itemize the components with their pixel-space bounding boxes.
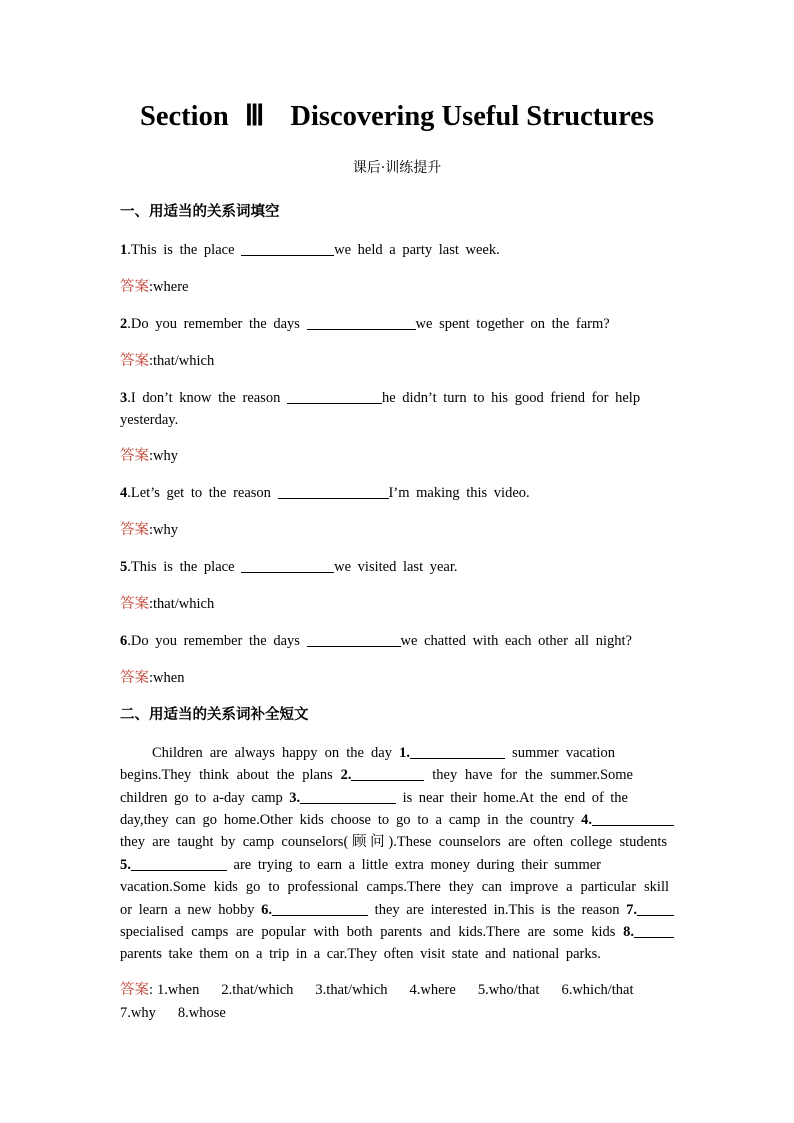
passage-answer-item: 7.why <box>120 1005 156 1022</box>
passage-text: summer vacation <box>504 744 615 761</box>
blank-number: 1. <box>399 744 410 761</box>
passage-text: day,they can go home.Other kids choose to go to a camp in the country <box>120 811 582 828</box>
answer-blank <box>637 903 674 916</box>
answer-blank <box>278 486 389 499</box>
answer-separator: : <box>149 982 154 999</box>
answer-separator: : <box>149 669 154 686</box>
blank-number: 7. <box>626 901 637 918</box>
passage-answer-item: 2.that/which <box>221 982 294 999</box>
passage-text: are trying to earn a little extra money during their summer <box>226 856 601 873</box>
passage <box>120 742 680 966</box>
question-number: 5 <box>120 559 128 576</box>
title-section-numeral: Ⅲ <box>244 101 265 132</box>
answer-blank <box>287 391 382 404</box>
passage-text: they are taught by camp counselors(顾问).These counselors are often college students <box>120 834 667 851</box>
answer-value: when <box>153 669 185 686</box>
passage-answer-line <box>120 1002 680 1025</box>
question-item <box>120 630 680 652</box>
page-title <box>0 100 794 134</box>
passage-line <box>120 854 601 876</box>
answer-value: why <box>153 448 179 465</box>
passage-line <box>120 831 667 853</box>
passage-text: is near their home.At the end of the <box>396 789 628 806</box>
question-text-after: I’m making this video. <box>388 485 530 502</box>
answer-value: why <box>153 522 179 539</box>
question-text-before: .Do you remember the days <box>127 632 307 649</box>
question-text-after: we spent together on the farm? <box>415 315 610 332</box>
exercise-content <box>120 201 680 1025</box>
passage-line <box>152 742 615 764</box>
answer-separator: : <box>149 448 154 465</box>
answer-label: 答案 <box>120 669 149 686</box>
passage-answer-item: 8.whose <box>177 1005 226 1022</box>
passage-text: vacation.Some kids go to professional camps.There they can improve a particular skill <box>120 879 669 896</box>
question-number: 3 <box>120 389 128 406</box>
question-item <box>120 239 680 261</box>
answer-label: 答案 <box>120 352 149 369</box>
answer-row <box>120 667 680 689</box>
answer-separator: : <box>149 278 154 295</box>
answer-row <box>120 593 680 615</box>
answer-row <box>120 445 680 467</box>
passage-answer-item: 3.that/which <box>315 982 388 999</box>
passage-line <box>120 943 680 965</box>
passage-answer-item: 4.where <box>409 982 456 999</box>
passage-answer-item: 1.when <box>157 982 200 999</box>
passage-text: begins.They think about the plans <box>120 767 341 784</box>
passage-answer-line <box>120 979 680 1002</box>
question-line <box>120 387 680 409</box>
passage-text: specialised camps are popular with both parents and kids.There are some kids <box>120 923 624 940</box>
question-text-after: we visited last year. <box>334 559 458 576</box>
answer-separator: : <box>149 596 154 613</box>
blank-number: 6. <box>261 901 273 918</box>
question-text-continuation: yesterday. <box>120 411 179 428</box>
answer-row <box>120 350 680 372</box>
passage-text: parents take them on a trip in a car.They often visit state and national parks. <box>120 946 601 963</box>
blank-number: 8. <box>623 923 634 940</box>
question-text-before: .This is the place <box>127 242 242 258</box>
question-text-after: we chatted with each other all night? <box>400 632 632 649</box>
answer-blank <box>307 634 401 647</box>
question-item <box>120 313 680 335</box>
answer-blank <box>307 317 416 330</box>
answer-value: that/which <box>153 352 215 369</box>
passage-line <box>120 899 674 921</box>
passage-line <box>120 921 674 943</box>
passage-text: they have for the summer.Some <box>424 767 633 784</box>
passage-text: children go to a-day camp <box>120 789 290 806</box>
blank-number: 5. <box>120 856 131 873</box>
question-text-before: .I don’t know the reason <box>127 389 287 406</box>
question-text-before: .Let’s get to the reason <box>127 485 278 502</box>
answer-label: 答案 <box>120 278 149 295</box>
answer-blank <box>241 560 334 573</box>
blank-number: 3. <box>289 789 301 806</box>
answer-blank <box>300 791 396 804</box>
answer-label: 答案 <box>120 448 149 465</box>
answer-blank <box>410 746 505 759</box>
question-text-after: he didn’t turn to his good friend for help <box>381 389 641 406</box>
question-number: 1 <box>120 242 128 258</box>
passage-answer-item: 5.who/that <box>477 982 540 999</box>
question-text-before: .Do you remember the days <box>127 315 307 332</box>
passage-text: Children are always happy on the day <box>152 744 400 761</box>
passage-line <box>120 809 674 831</box>
passage-line <box>120 764 633 786</box>
answer-label: 答案 <box>120 522 149 539</box>
answer-row <box>120 276 680 298</box>
passage-answer <box>120 979 680 1025</box>
question-item <box>120 556 680 578</box>
answer-blank <box>592 813 674 826</box>
answer-value: where <box>153 278 189 295</box>
title-section-word: Section <box>140 101 229 132</box>
answer-blank <box>351 768 424 781</box>
answer-row <box>120 519 680 541</box>
answer-label: 答案 <box>120 982 149 999</box>
section-heading-part2: 二、用适当的关系词补全短文 <box>120 706 309 723</box>
blank-number: 4. <box>581 811 592 828</box>
answer-blank <box>634 925 674 938</box>
answer-label: 答案 <box>120 596 149 613</box>
answer-blank <box>131 858 227 871</box>
title-text: Discovering Useful Structures <box>290 101 654 132</box>
answer-blank <box>241 243 334 256</box>
passage-text: they are interested in.This is the reason <box>368 901 627 918</box>
question-item <box>120 387 680 431</box>
section-heading-part1: 一、用适当的关系词填空 <box>120 204 280 220</box>
page-subtitle: 课后·训练提升 <box>352 160 442 176</box>
question-number: 4 <box>120 485 128 502</box>
answer-separator: : <box>149 522 154 539</box>
question-number: 6 <box>120 632 128 649</box>
passage-text: or learn a new hobby <box>120 901 262 918</box>
question-number: 2 <box>120 315 128 332</box>
passage-line <box>120 876 669 898</box>
passage-line <box>120 787 628 809</box>
answer-separator: : <box>149 352 154 369</box>
question-item <box>120 482 680 504</box>
question-text-after: we held a party last week. <box>334 242 500 258</box>
answer-value: that/which <box>153 596 215 613</box>
question-text-before: .This is the place <box>127 559 242 576</box>
passage-answer-item: 6.which/that <box>561 982 634 999</box>
blank-number: 2. <box>340 767 352 784</box>
answer-blank <box>272 903 368 916</box>
